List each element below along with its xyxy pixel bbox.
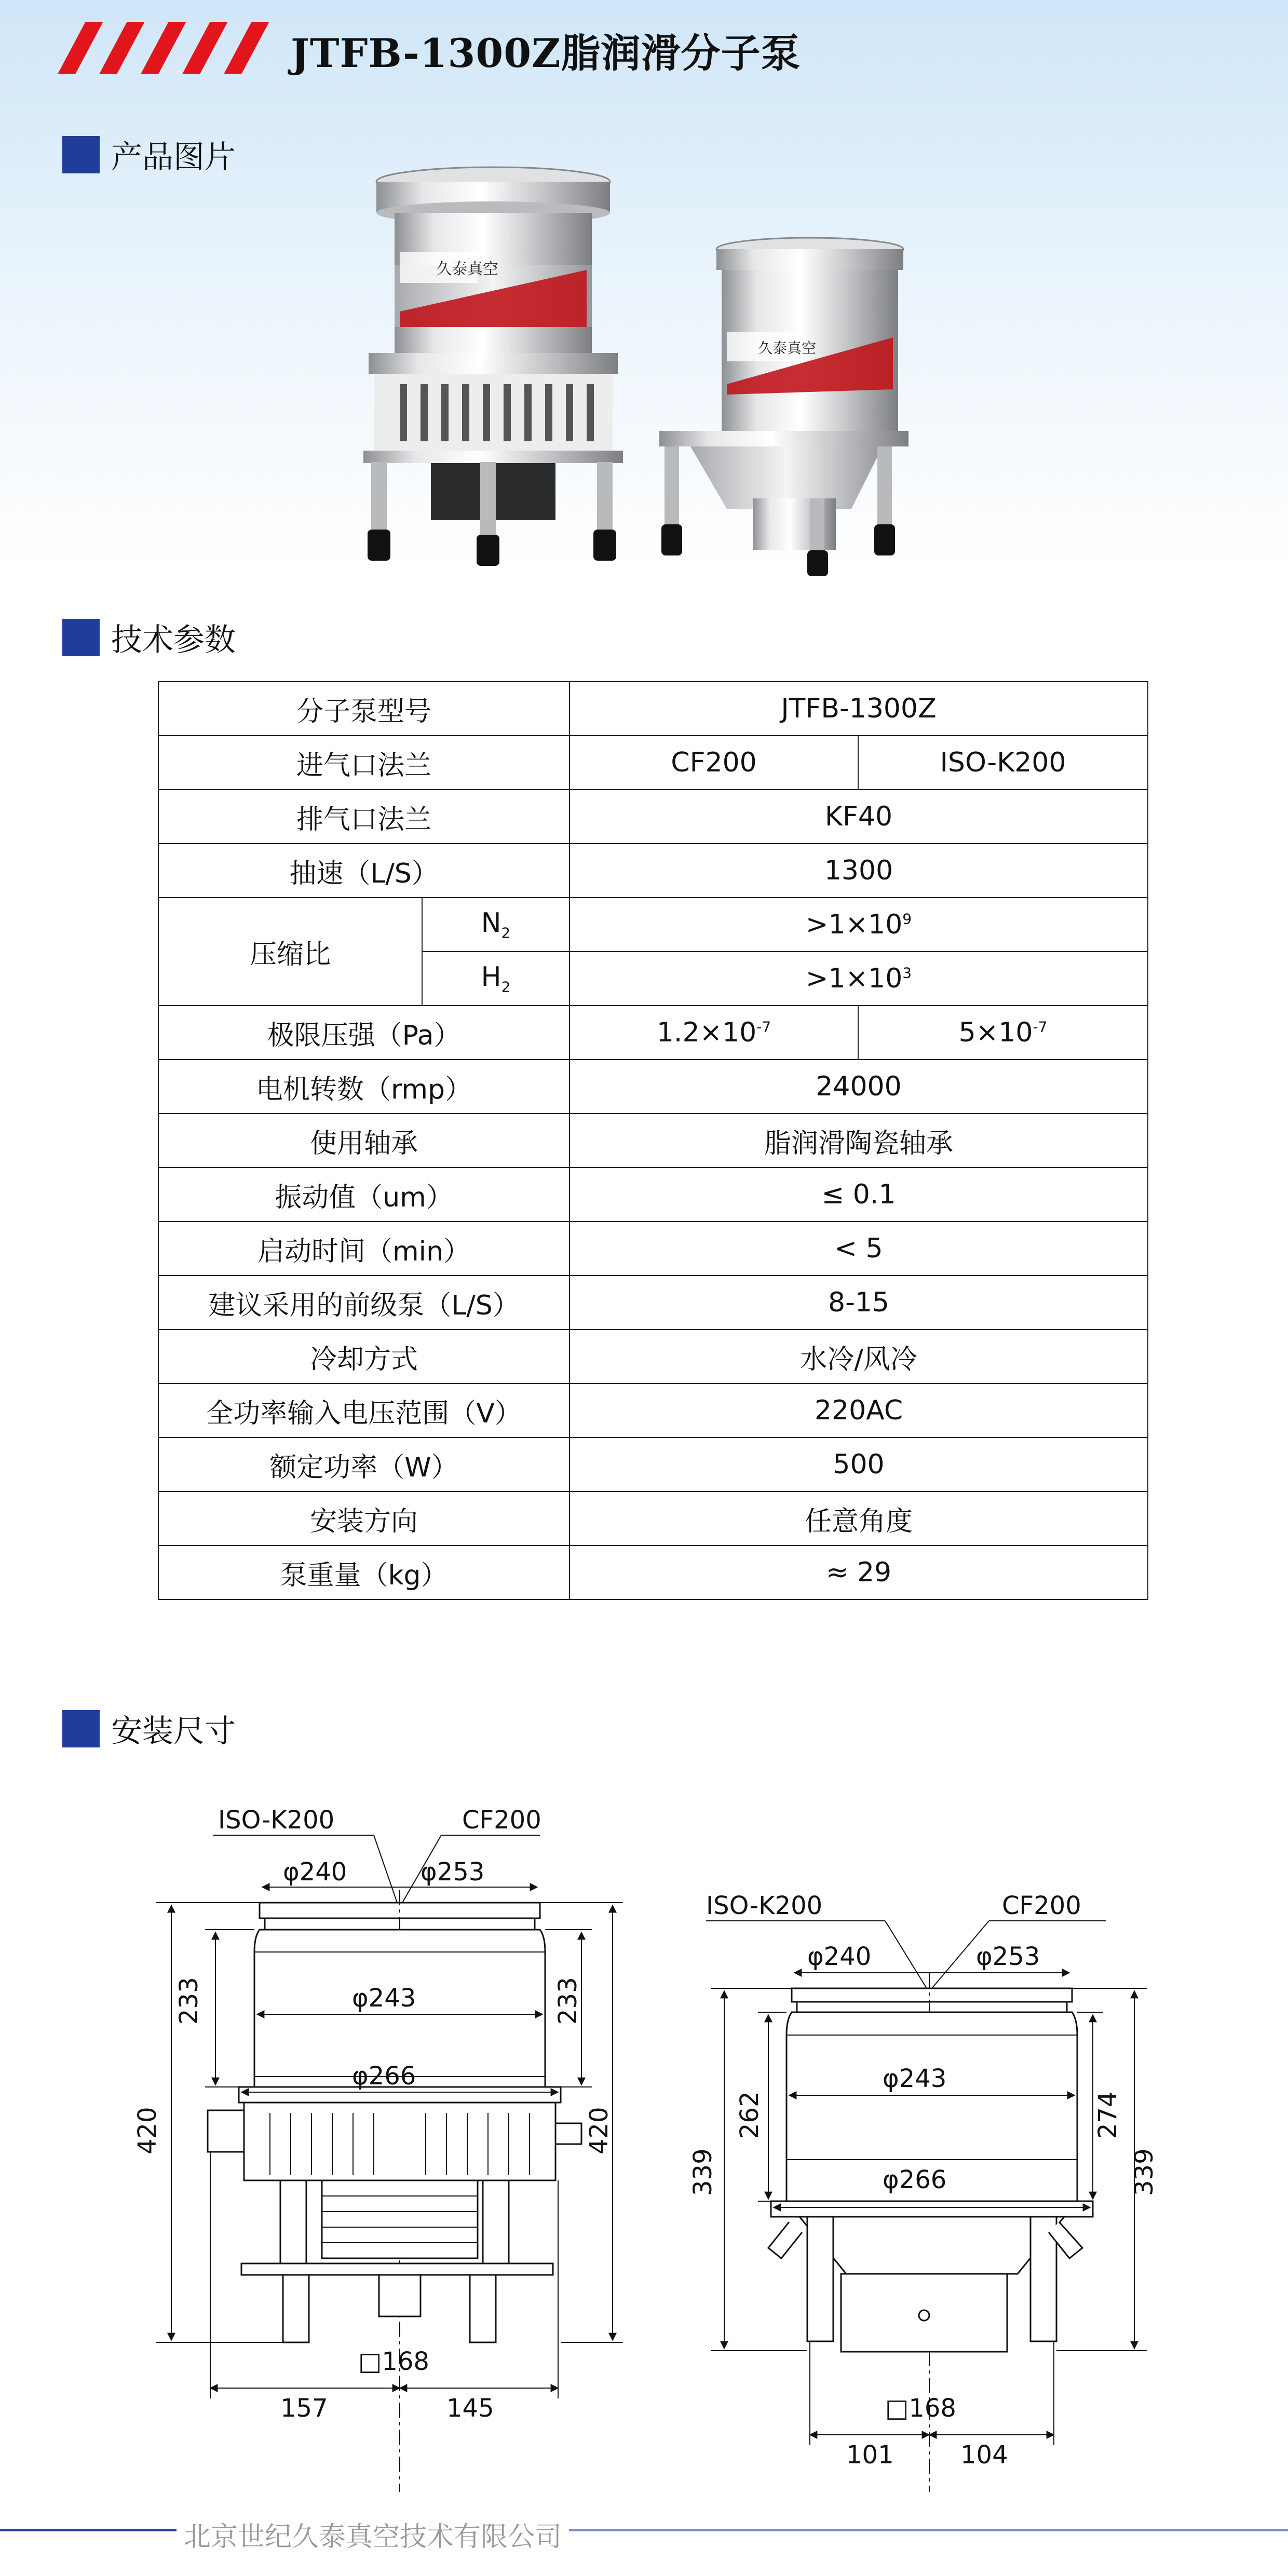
label-d253-right: φ253 (976, 1942, 1040, 1971)
table-row (158, 736, 1148, 790)
row-value: JTFB-1300Z (570, 682, 1148, 736)
row-value: 500 (570, 1438, 1148, 1492)
label-h420-right: 420 (585, 2107, 614, 2154)
row-value: < 5 (570, 1222, 1148, 1276)
footer-line-right (540, 2529, 1288, 2531)
label-w157: 157 (280, 2394, 328, 2423)
label-d240-right: φ240 (807, 1942, 872, 1971)
row-label: 压缩比 (158, 898, 422, 1006)
section-heading-specs: 技术参数 (62, 617, 236, 658)
table-row (158, 1114, 1148, 1168)
row-label: 建议采用的前级泵（L/S） (158, 1276, 570, 1330)
pump-photo-air-cooled (363, 167, 623, 566)
pump-label-brand: 久泰真空 (436, 260, 498, 278)
label-w104: 104 (960, 2441, 1008, 2470)
label-d243-right: φ243 (883, 2064, 947, 2093)
page-title: JTFB-1300Z脂润滑分子泵 (291, 30, 801, 76)
row-label: 冷却方式 (158, 1330, 570, 1384)
row-label: 全功率输入电压范围（V） (158, 1384, 570, 1438)
row-label: 泵重量（kg） (158, 1545, 570, 1599)
row-value: 脂润滑陶瓷轴承 (570, 1114, 1148, 1168)
blue-square-icon (62, 1710, 100, 1747)
label-h233-right: 233 (553, 1977, 582, 2025)
row-label: 排气口法兰 (158, 790, 570, 844)
table-row (158, 1276, 1148, 1330)
label-d243: φ243 (352, 1984, 416, 2013)
pump-photo-water-cooled (659, 238, 909, 576)
row-value: ISO-K200 (858, 736, 1148, 790)
row-value: 24000 (570, 1060, 1148, 1114)
label-iso-k200: ISO-K200 (218, 1806, 335, 1835)
label-iso-k200-right: ISO-K200 (706, 1891, 823, 1920)
table-row (158, 1330, 1148, 1384)
label-h233-left: 233 (174, 1977, 204, 2025)
table-row (158, 1438, 1148, 1492)
row-value: $>1\times 10^3$ (570, 952, 1148, 1006)
row-value: $1.2\times 10^{-7}$ (570, 1006, 858, 1060)
row-sublabel: $N_2$ (422, 898, 570, 952)
table-row (158, 1384, 1148, 1438)
label-w101: 101 (846, 2441, 894, 2470)
row-label: 使用轴承 (158, 1114, 570, 1168)
row-value: 8-15 (570, 1276, 1148, 1330)
row-value: ≈ 29 (570, 1545, 1148, 1599)
label-h339-left: 339 (688, 2148, 717, 2196)
label-sq168: □168 (358, 2347, 429, 2376)
row-label: 抽速（L/S） (158, 844, 570, 898)
row-label: 电机转数（rmp） (158, 1060, 570, 1114)
footer-line-left (0, 2529, 187, 2531)
table-row (158, 790, 1148, 844)
row-label: 分子泵型号 (158, 682, 570, 736)
label-d266-right: φ266 (883, 2165, 947, 2194)
label-d266: φ266 (352, 2062, 416, 2091)
section-heading-dimensions: 安装尺寸 (62, 1708, 236, 1750)
red-slash-decoration (61, 22, 279, 74)
row-label: 振动值（um） (158, 1168, 570, 1222)
table-row (158, 682, 1148, 736)
section-heading-photos: 产品图片 (62, 134, 236, 175)
table-row (158, 1060, 1148, 1114)
label-h274: 274 (1093, 2091, 1122, 2139)
label-d253: φ253 (421, 1858, 485, 1887)
row-label: 启动时间（min） (158, 1222, 570, 1276)
label-w145: 145 (446, 2394, 494, 2423)
page-footer (0, 2507, 1288, 2554)
row-value: CF200 (570, 736, 858, 790)
label-d240: φ240 (283, 1858, 347, 1887)
drawing-air-cooled (208, 1890, 581, 2492)
label-h420-left: 420 (133, 2107, 162, 2154)
row-value: $5\times 10^{-7}$ (858, 1006, 1148, 1060)
table-row (158, 1492, 1148, 1545)
table-row (158, 898, 1148, 952)
table-row (158, 1545, 1148, 1599)
table-row (158, 1168, 1148, 1222)
row-value: 220AC (570, 1384, 1148, 1438)
label-sq168-right: □168 (885, 2394, 956, 2423)
row-value: 水冷/风冷 (570, 1330, 1148, 1384)
row-value: $>1\times 10^9$ (570, 898, 1148, 952)
label-cf200-right: CF200 (1002, 1891, 1081, 1920)
page-header (0, 0, 1288, 99)
row-sublabel: $H_2$ (422, 952, 570, 1006)
table-row (158, 1222, 1148, 1276)
pump-label-brand-2: 久泰真空 (758, 340, 817, 357)
row-label: 额定功率（W） (158, 1438, 570, 1492)
spec-table (158, 681, 1148, 1600)
blue-square-icon (62, 619, 100, 656)
dimension-drawings (0, 1765, 1288, 2502)
row-value: 任意角度 (570, 1492, 1148, 1545)
row-label: 极限压强（Pa） (158, 1006, 570, 1060)
row-label: 进气口法兰 (158, 736, 570, 790)
company-name: 北京世纪久泰真空技术有限公司 (177, 2515, 569, 2554)
label-h339-right: 339 (1130, 2148, 1159, 2196)
dimension-labels-right (688, 1891, 1159, 2470)
row-value: 1300 (570, 844, 1148, 898)
row-value: KF40 (570, 790, 1148, 844)
table-row (158, 844, 1148, 898)
table-row (158, 1006, 1148, 1060)
label-h262: 262 (735, 2091, 764, 2139)
row-value: ≤ 0.1 (570, 1168, 1148, 1222)
product-photos (0, 166, 1288, 592)
row-label: 安装方向 (158, 1492, 570, 1545)
label-cf200: CF200 (462, 1806, 541, 1835)
